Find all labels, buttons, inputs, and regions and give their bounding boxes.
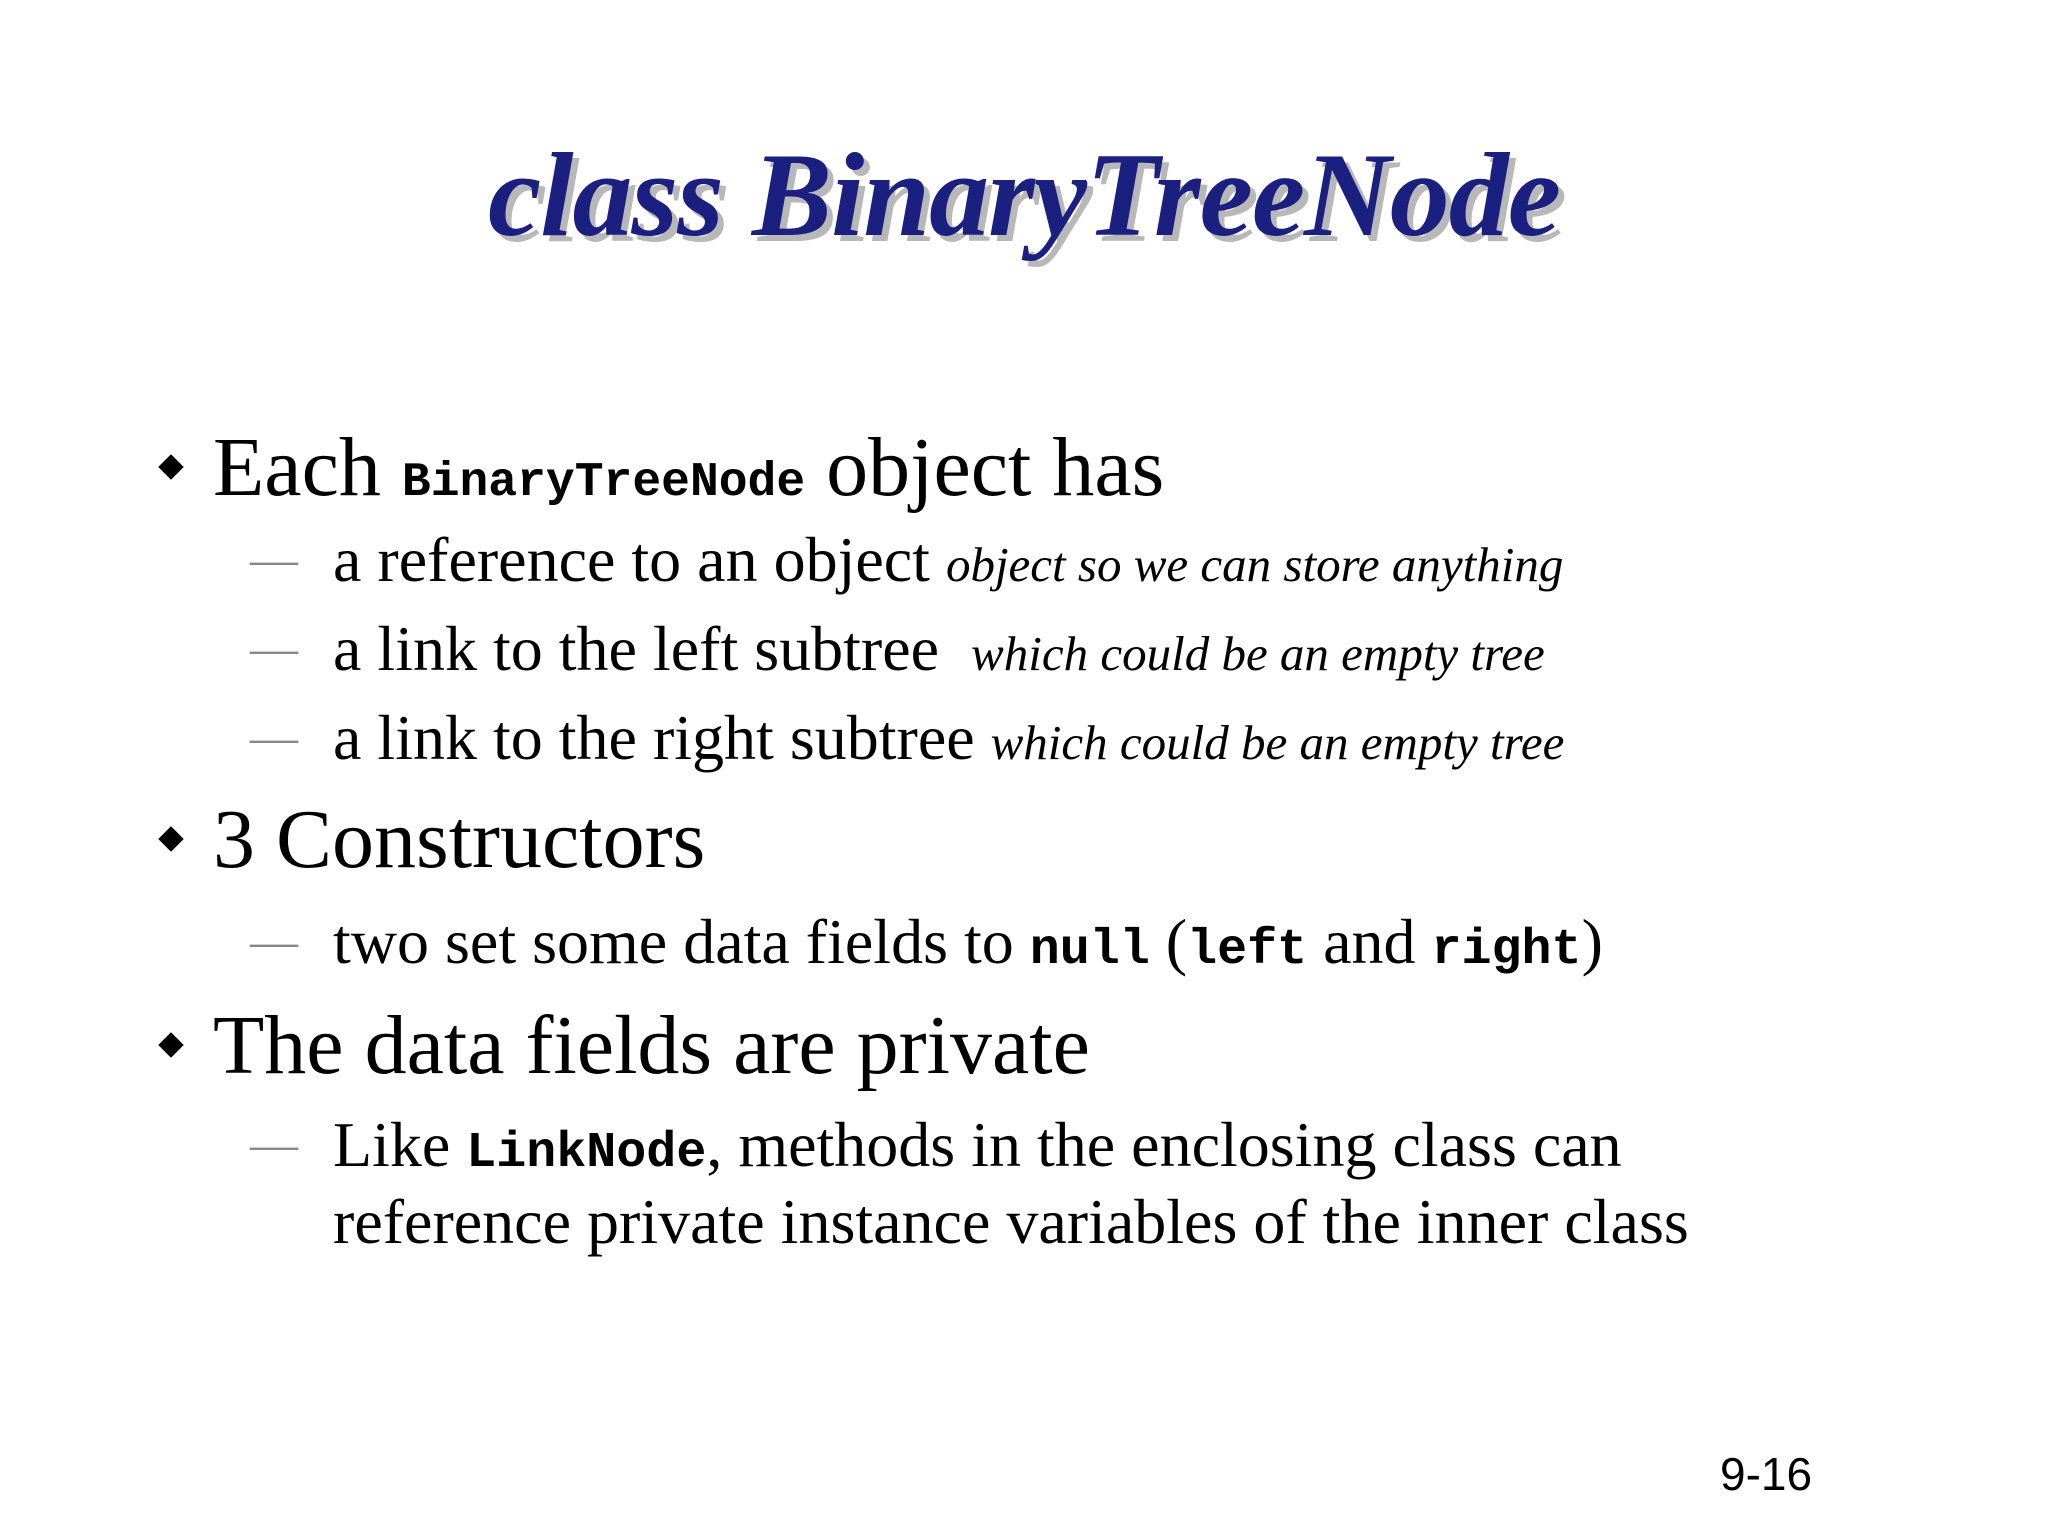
sub-item-text: Like LinkNode, methods in the enclosing class can bbox=[333, 1109, 1622, 1182]
dash-bullet-icon: — bbox=[250, 915, 298, 968]
italic-note: which could be an empty tree bbox=[990, 715, 1565, 770]
dash-bullet-icon: — bbox=[250, 533, 298, 586]
code-null: null bbox=[1029, 922, 1150, 979]
code-right: right bbox=[1431, 922, 1582, 979]
diamond-bullet-icon bbox=[158, 1032, 183, 1057]
dash-bullet-icon: — bbox=[250, 622, 298, 675]
italic-note: which could be an empty tree bbox=[971, 626, 1545, 681]
diamond-bullet-icon bbox=[158, 454, 183, 479]
page-number: 9-16 bbox=[1720, 1448, 1813, 1500]
slide-title: class BinaryTreeNode bbox=[487, 128, 1561, 261]
bullet-text: The data fields are private bbox=[213, 999, 1090, 1092]
sub-item-text: reference private instance variables of the inner class bbox=[333, 1186, 1689, 1257]
code-binarytreenode: BinaryTreeNode bbox=[401, 456, 806, 510]
code-left: left bbox=[1187, 922, 1308, 979]
diamond-bullet-icon bbox=[158, 826, 183, 851]
italic-note: object so we can store anything bbox=[945, 537, 1564, 592]
sub-item-text: two set some data fields to null (left and right) bbox=[333, 906, 1603, 979]
bullet-text: 3 Constructors bbox=[213, 793, 706, 886]
dash-bullet-icon: — bbox=[250, 711, 298, 764]
code-linknode: LinkNode bbox=[466, 1125, 707, 1182]
sub-item-text: a link to the left subtree which could be an empty tree bbox=[333, 613, 1545, 684]
dash-bullet-icon: — bbox=[250, 1118, 298, 1171]
sub-item-text: a reference to an object object so we can store anything bbox=[333, 524, 1564, 595]
bullet-text: Each BinaryTreeNode object has bbox=[213, 421, 1165, 514]
sub-item-text: a link to the right subtree which could be an empty tree bbox=[333, 702, 1565, 773]
